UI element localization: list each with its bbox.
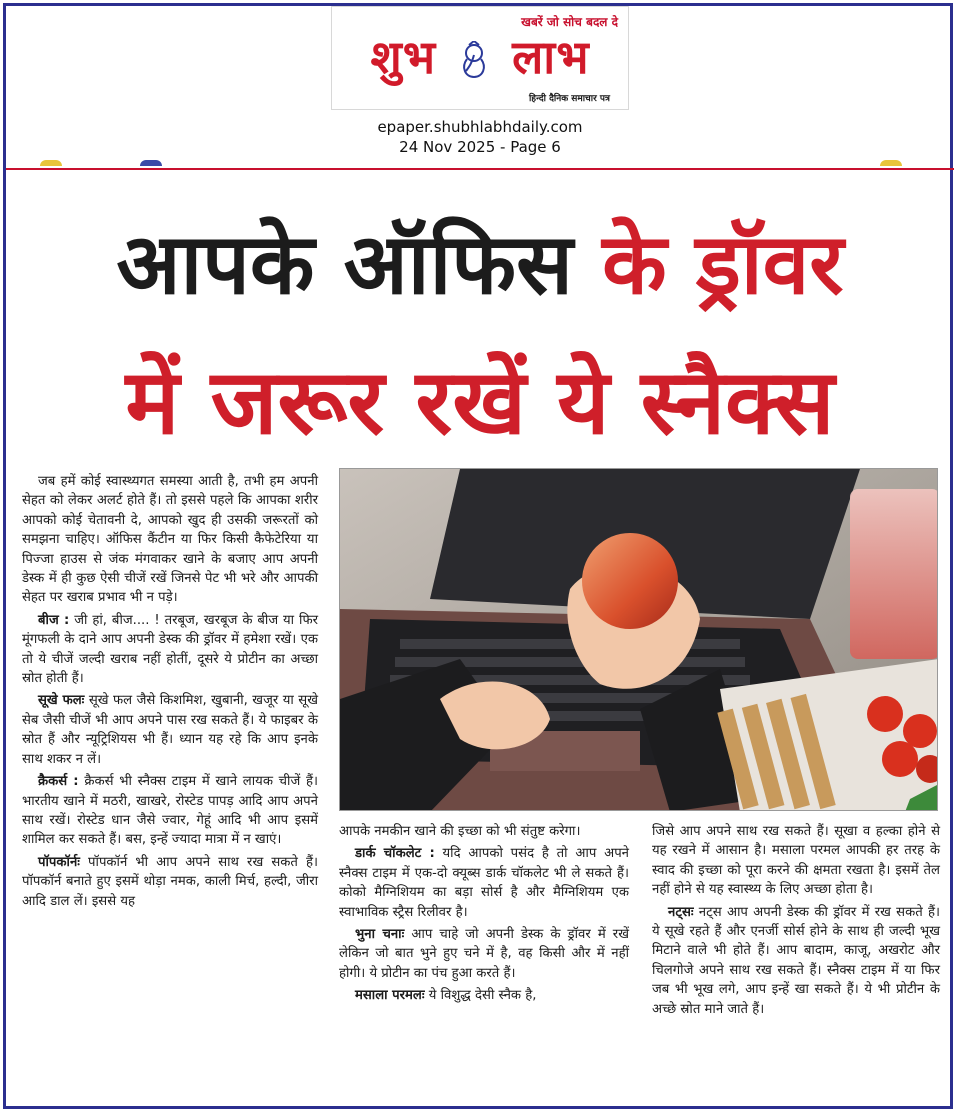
section-body: नट्स आप अपनी डेस्क की ड्रॉवर में रख सकते हैं। ये सूखे रहते हैं और एनर्जी सोर्स होने के साथ ही जल्दी भूख मिटाने वाले भी होते हैं। आप बादाम, काजू, अखरोट और चिलगोजे अपने साथ रख सकते हैं। स्नैक्स टाइम में या फिर जब भी भूख लगे, आप इन्हें खा सकते हैं। ये भी प्रोटीन के अच्छे स्रोत माने जाते हैं।: [652, 904, 940, 1017]
section-heading: भुना चनाः: [355, 927, 405, 943]
headline-black-part: आपके ऑफिस: [116, 215, 573, 313]
section-body: जी हां, बीज.... ! तरबूज, खरबूज के बीज या फिर मूंगफली के दाने आप अपनी डेस्क की ड्रॉवर में हमेशा रखें। एक तो ये चीजें जल्दी खराब नहीं होतीं, दूसरे ये प्रोटीन का अच्छा स्रोत होती हैं।: [22, 612, 319, 687]
ganesh-icon: [457, 41, 491, 81]
section-body: यदि आपको पसंद है तो आप अपने स्नैक्स टाइम में एक-दो क्यूब्स डार्क चॉकलेट भी ले सकते हैं। कोको मैग्निशियम का बड़ा सोर्स है और मैग्निशियम एक स्वाभाविक स्ट्रैस रिलीवर है।: [339, 846, 629, 920]
section-body: ये विशुद्ध देसी स्नैक है,: [424, 988, 537, 1004]
logo-word-right: लाभ: [512, 30, 590, 84]
article-column-1: [22, 472, 318, 914]
section-roasted-chana: [339, 925, 629, 983]
section-heading: मसाला परमलः: [355, 988, 425, 1004]
headline-line-2: में जरूर रखें ये स्नैक्स: [125, 350, 835, 455]
headline-line-1: [20, 215, 940, 313]
section-heading: बीज :: [38, 612, 70, 628]
article-column-2: [339, 822, 629, 1009]
section-heading: नट्सः: [668, 904, 694, 920]
headline-red-part: के ड्रॉवर: [602, 215, 844, 313]
epaper-url[interactable]: epaper.shubhlabhdaily.com: [377, 118, 583, 136]
section-heading: सूखे फलः: [38, 693, 85, 709]
section-crackers: [22, 772, 318, 850]
column-continuation: आपके नमकीन खाने की इच्छा को भी संतुष्ट करेगा।: [339, 824, 581, 839]
section-body: क्रैकर्स भी स्नैक्स टाइम में खाने लायक चीजें हैं। भारतीय खाने में मठरी, खाखरे, रोस्टेड पापड़ आदि आप अपने साथ रखें। रोस्टेड धान जैसे ज्वार, गेहूं आदि भी आप इसमें शामिल कर सकते हैं। बस, इन्हें ज्यादा मात्रा में न खाएं।: [22, 774, 318, 848]
column-continuation: जिसे आप अपने साथ रख सकते हैं। सूखा व हल्का होने से यह रखने में आसान है। मसाला परमल आपकी हर तरह के स्वाद की इच्छा को पूरा करने की क्षमता रखता है। इसमें तेल नहीं होने से यह स्वास्थ्य के लिए अच्छा होता है।: [652, 824, 940, 898]
office-snack-photo: [340, 469, 938, 811]
masthead[interactable]: [331, 6, 629, 110]
decorative-mark: [40, 160, 62, 166]
section-popcorn: [22, 853, 318, 911]
header-divider: [6, 168, 954, 170]
article-intro: जब हमें कोई स्वास्थ्यगत समस्या आती है, तभी हम अपनी सेहत को लेकर अलर्ट होते हैं। तो इससे पहले कि आपका शरीर आपको कोई चेतावनी दे, आपको खुद ही उसकी जरूरतों को समझना चाहिए। ऑफिस कैंटीन या फिर किसी कैफेटेरिया या पिज्जा हाउस से जंक मंगवाकर खाने के बजाए आप अपनी डेस्क में ही कुछ ऐसी चीजें रखें जिनसे पेट भी भरे और आपकी सेहत पर खराब प्रभाव भी न पड़े।: [22, 474, 318, 606]
masthead-subtitle: हिन्दी दैनिक समाचार पत्र: [528, 94, 610, 104]
section-heading: डार्क चॉकलेट :: [355, 846, 435, 862]
section-dry-fruits: [22, 691, 318, 769]
section-body: आप चाहे जो अपनी डेस्क के ड्रॉवर में रखें लेकिन जो बात भुने हुए चने में है, वह किसी और में नहीं होगी। ये प्रोटीन का पंच हुआ करते हैं।: [339, 927, 629, 981]
section-body: पॉपकॉर्न भी आप अपने साथ रख सकते हैं। पॉपकॉर्न बनाते हुए इसमें थोड़ा नमक, काली मिर्च, हल्दी, जीरा आदि डाल लें। इससे यह: [22, 854, 318, 909]
section-heading: पॉपकॉर्नः: [38, 854, 80, 870]
section-dark-chocolate: [339, 844, 629, 922]
section-heading: क्रैकर्स :: [38, 774, 79, 790]
article-column-3: [652, 822, 940, 1022]
section-masala-parmal: [339, 986, 629, 1005]
newspaper-logo: [332, 27, 628, 87]
section-body: सूखे फल जैसे किशमिश, खुबानी, खजूर या सूखे सेब जैसी चीजें भी आप अपने पास रख सकते हैं। ये फाइबर के स्रोत हैं और न्यूट्रिशियस भी हैं। ध्यान यह रहे कि आप इनके साथ शकर न लें।: [22, 693, 318, 767]
section-nuts: [652, 903, 940, 1019]
logo-word-left: शुभ: [370, 30, 437, 84]
masthead-tagline: खबरें जो सोच बदल दे: [521, 15, 618, 29]
decorative-mark: [140, 160, 162, 166]
article-photo: [339, 468, 938, 811]
epaper-date-page: 24 Nov 2025 - Page 6: [399, 138, 561, 156]
decorative-mark: [880, 160, 902, 166]
section-seeds: [22, 611, 318, 689]
